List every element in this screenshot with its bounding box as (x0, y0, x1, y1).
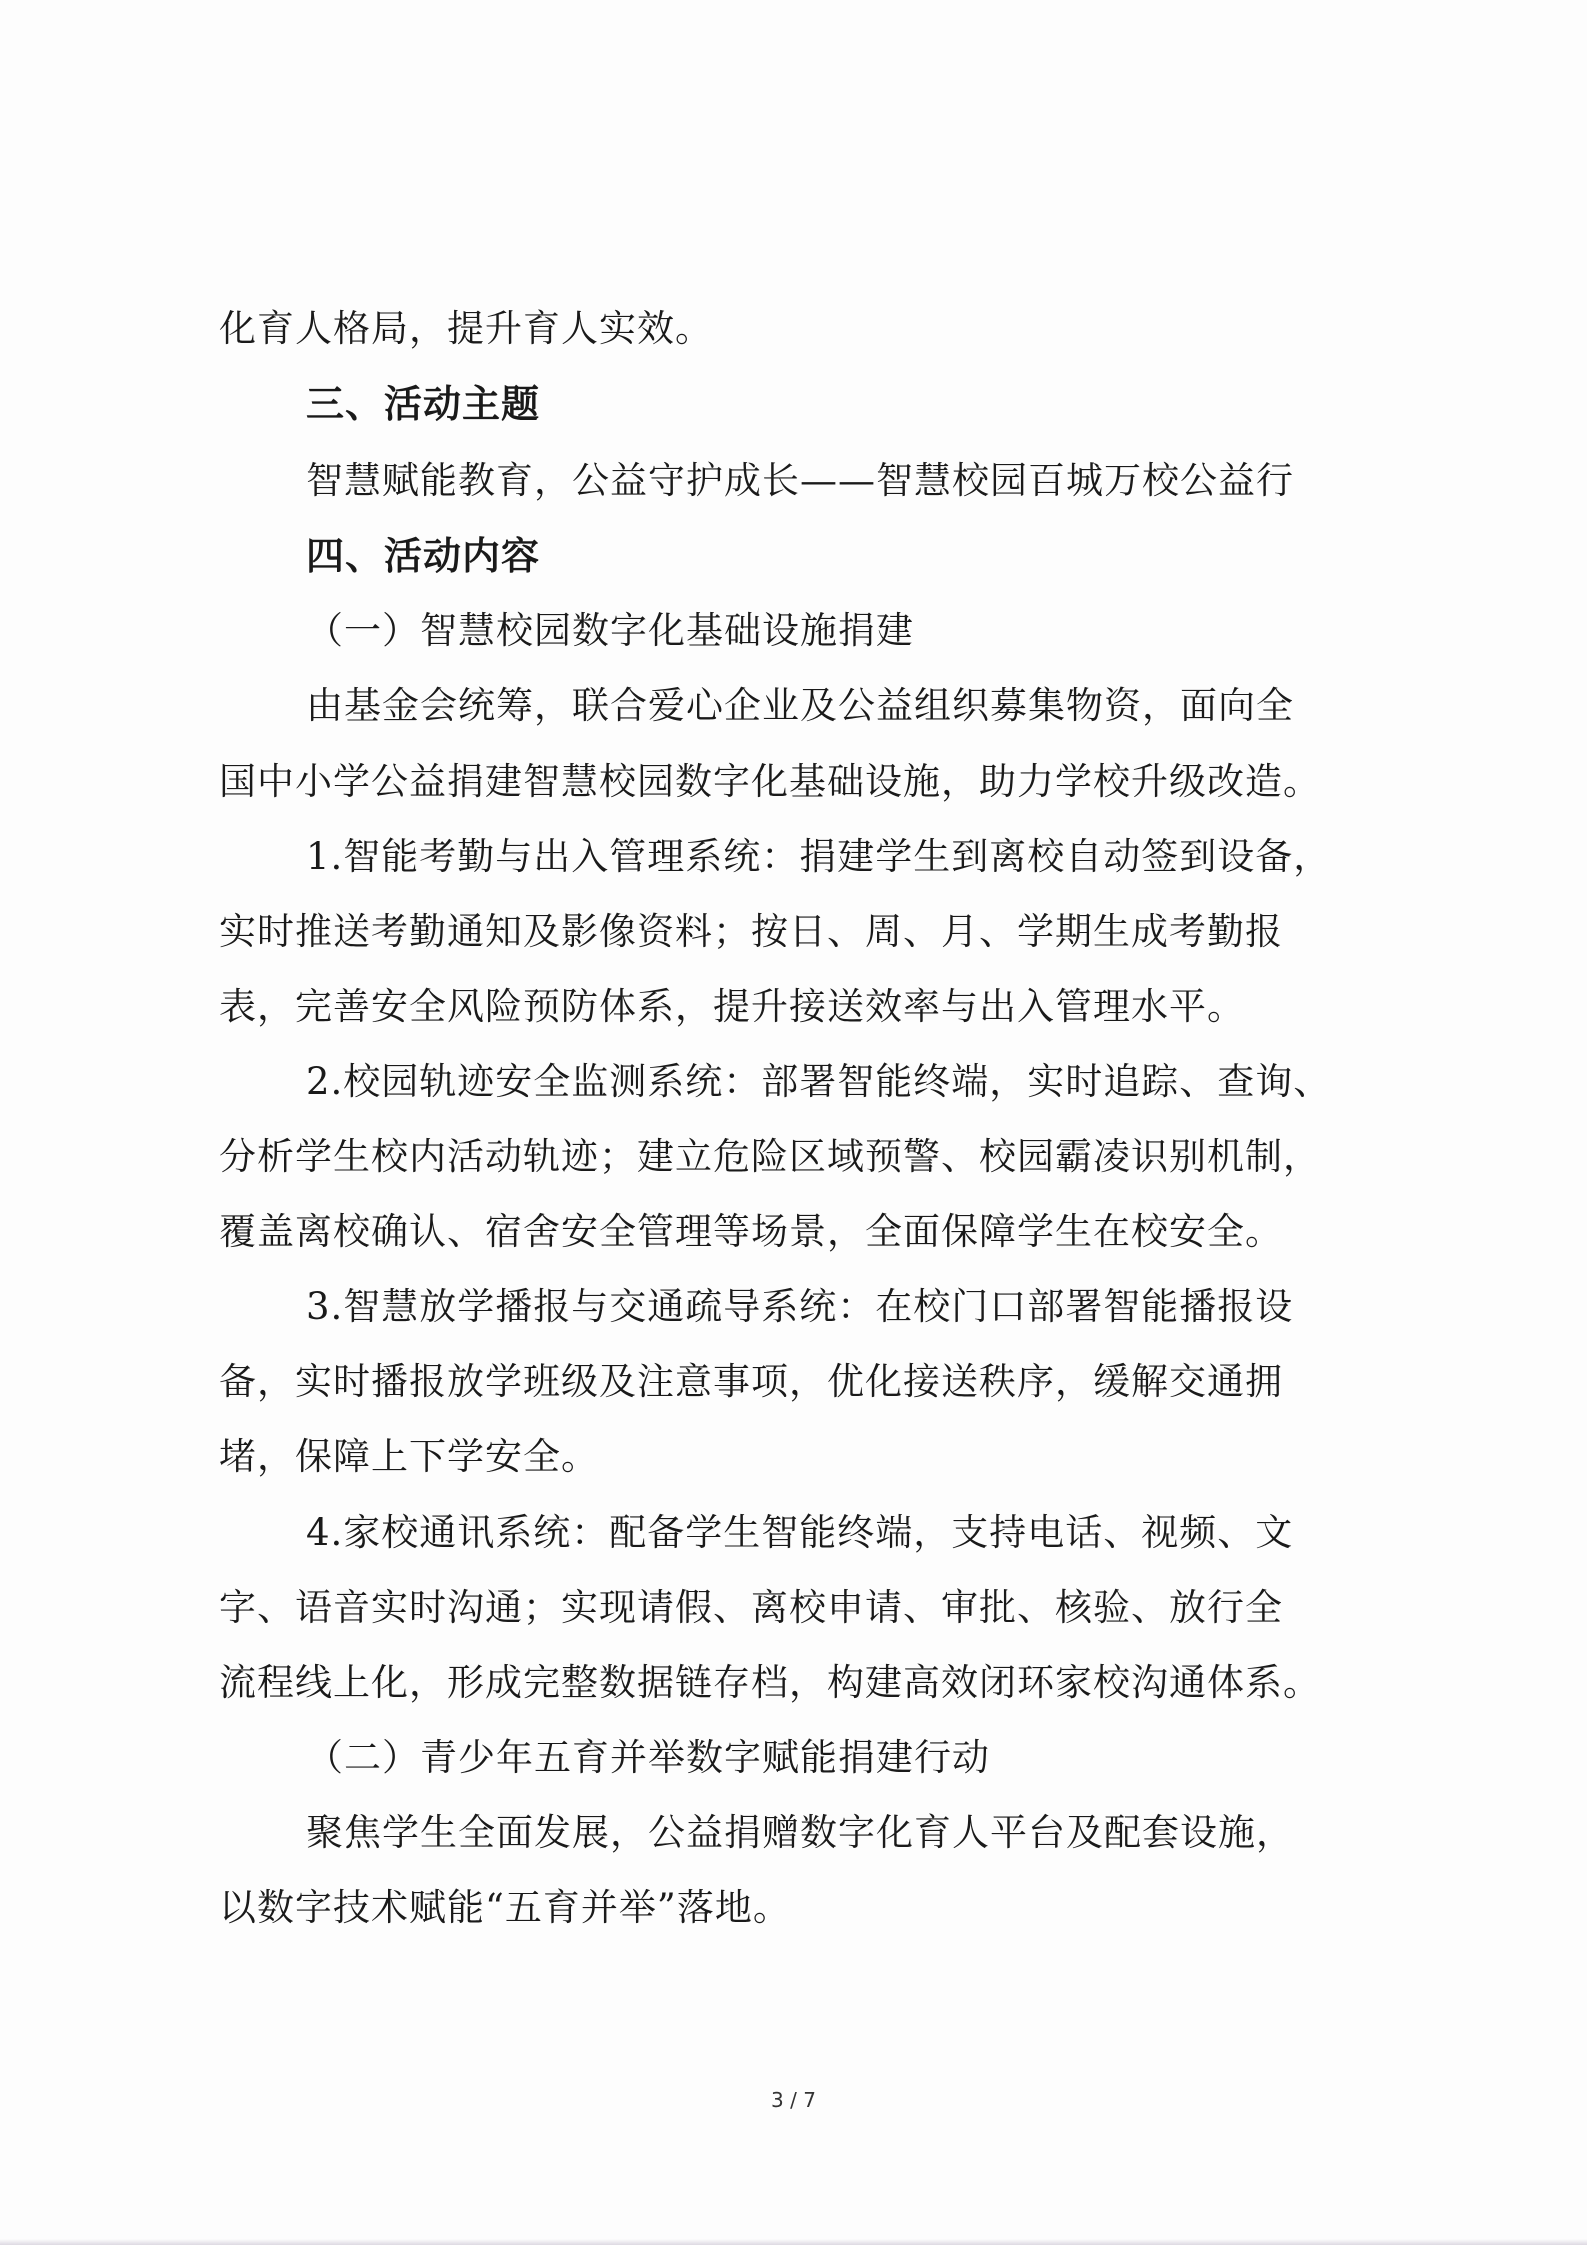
list-item-attendance-system: 1.智能考勤与出入管理系统：捐建学生到离校自动签到设备， (306, 835, 1332, 878)
section-heading-activity-theme: 三、活动主题 (306, 382, 541, 426)
body-text-line: 由基金会统筹，联合爱心企业及公益组织募集物资，面向全 (306, 684, 1294, 727)
body-text-line: 化育人格局，提升育人实效。 (219, 307, 713, 350)
list-item-trajectory-system: 2.校园轨迹安全监测系统：部署智能终端，实时追踪、查询、 (306, 1060, 1332, 1103)
body-text-line: 以数字技术赋能“五育并举”落地。 (219, 1886, 791, 1929)
list-item-communication-system: 4.家校通讯系统：配备学生智能终端，支持电话、视频、文 (306, 1511, 1294, 1554)
body-text-line: 流程线上化，形成完整数据链存档，构建高效闭环家校沟通体系。 (219, 1661, 1321, 1704)
activity-theme-text: 智慧赋能教育，公益守护成长——智慧校园百城万校公益行 (306, 459, 1294, 502)
scan-edge-shadow (0, 2239, 1587, 2245)
section-heading-activity-content: 四、活动内容 (306, 534, 541, 578)
body-text-line: 字、语音实时沟通；实现请假、离校申请、审批、核验、放行全 (219, 1586, 1283, 1629)
body-text-line: 分析学生校内活动轨迹；建立危险区域预警、校园霸凌识别机制， (219, 1135, 1321, 1178)
body-text-line: 堵，保障上下学安全。 (219, 1435, 599, 1478)
body-text-line: 备，实时播报放学班级及注意事项，优化接送秩序，缓解交通拥 (219, 1360, 1283, 1403)
list-item-broadcast-system: 3.智慧放学播报与交通疏导系统：在校门口部署智能播报设 (306, 1285, 1294, 1328)
body-text-line: 表，完善安全风险预防体系，提升接送效率与出入管理水平。 (219, 985, 1245, 1028)
page-number: 3 / 7 (771, 2088, 816, 2112)
subsection-heading-five-education: （二）青少年五育并举数字赋能捐建行动 (306, 1736, 990, 1779)
body-text-line: 实时推送考勤通知及影像资料；按日、周、月、学期生成考勤报 (219, 910, 1283, 953)
body-text-line: 国中小学公益捐建智慧校园数字化基础设施，助力学校升级改造。 (219, 760, 1321, 803)
subsection-heading-infrastructure: （一）智慧校园数字化基础设施捐建 (306, 609, 914, 652)
body-text-line: 聚焦学生全面发展，公益捐赠数字化育人平台及配套设施， (306, 1811, 1294, 1854)
body-text-line: 覆盖离校确认、宿舍安全管理等场景，全面保障学生在校安全。 (219, 1210, 1283, 1253)
